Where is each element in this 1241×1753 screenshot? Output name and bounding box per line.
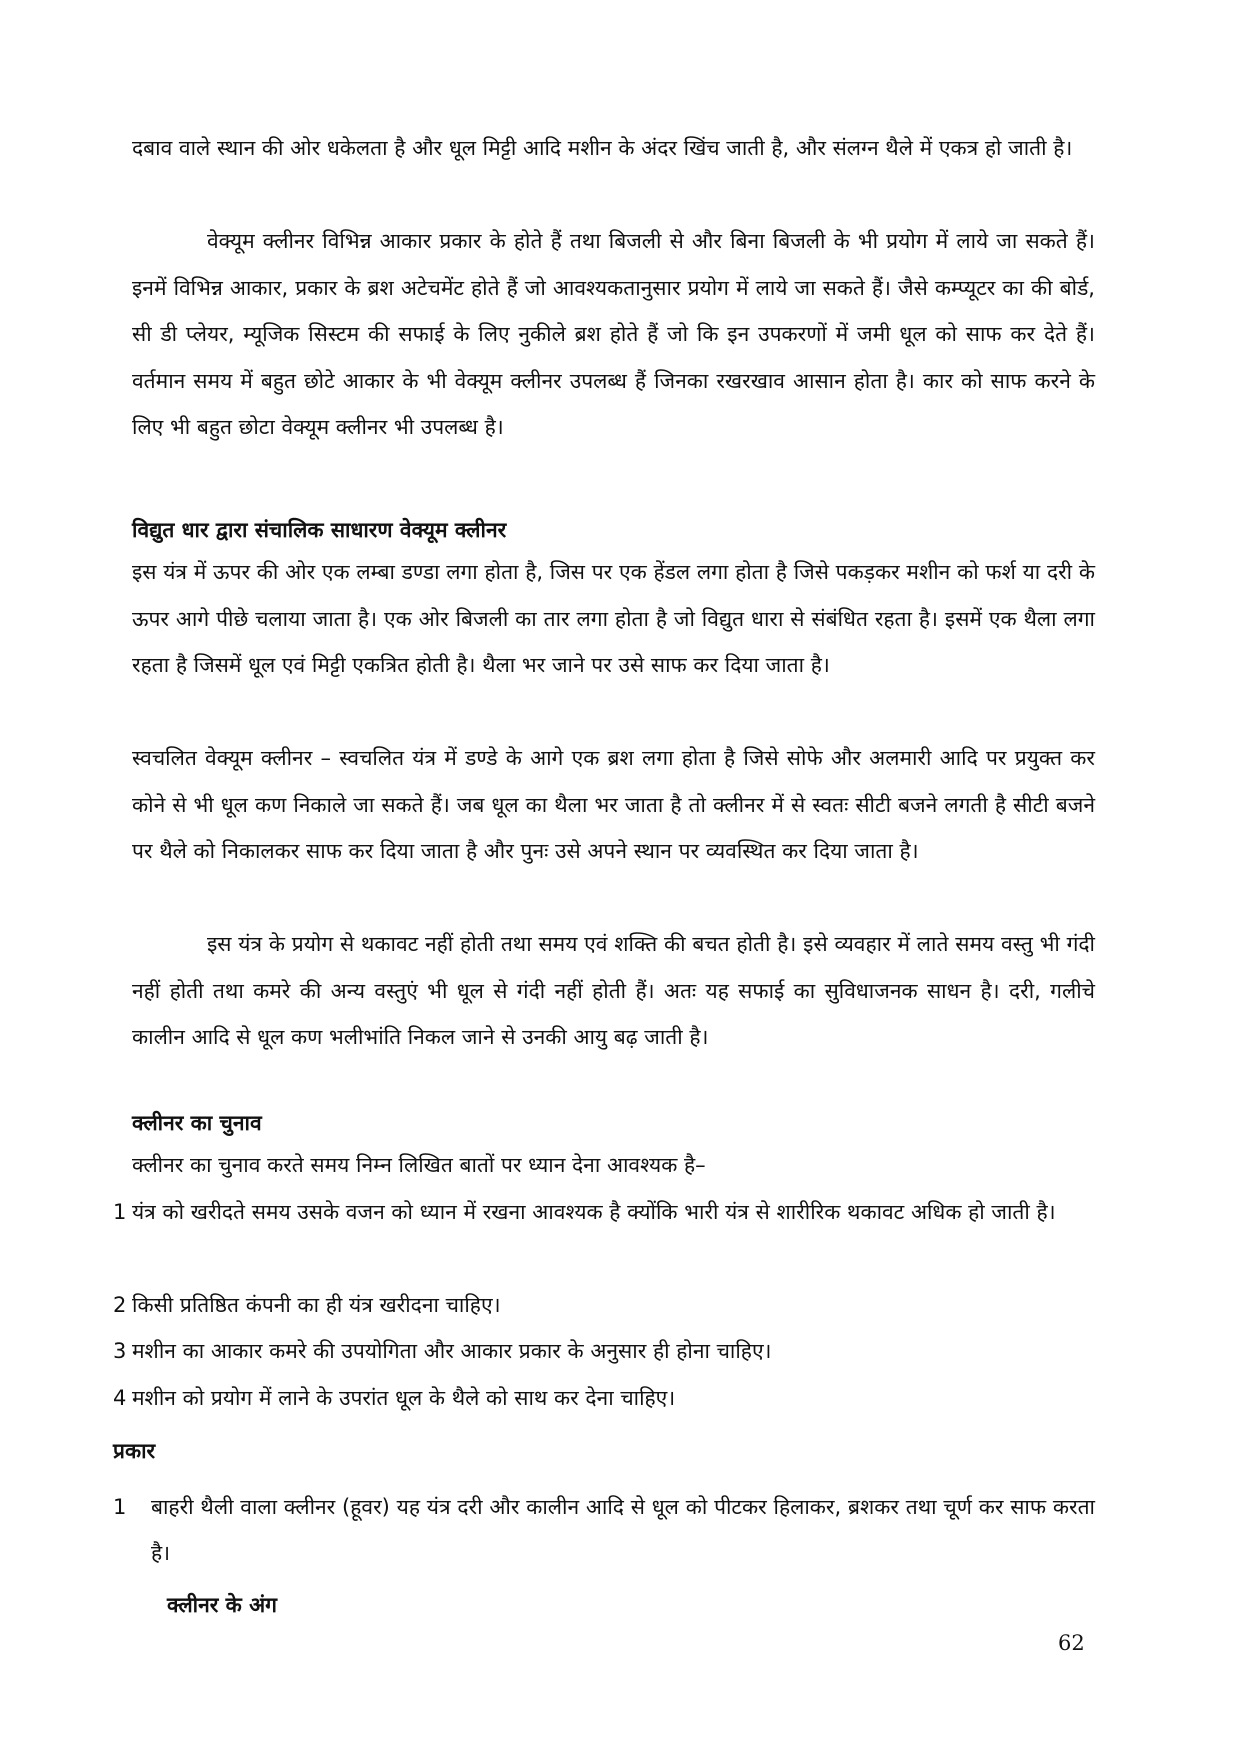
- list-item-number: 3: [113, 1339, 127, 1363]
- types-item-number: 1: [113, 1495, 127, 1519]
- types-list-item: [113, 1484, 1095, 1576]
- page-number: 62: [1058, 1631, 1085, 1655]
- list-item-text: मशीन को प्रयोग में लाने के उपरांत धूल के थैले को साथ कर देना चाहिए।: [132, 1386, 676, 1410]
- paragraph-5: इस यंत्र के प्रयोग से थकावट नहीं होती तथा समय एवं शक्ति की बचत होती है। इसे व्यवहार में लाते समय वस्तु भी गंदी नहीं होती तथा कमरे की अन्य वस्तुएं भी धूल से गंदी नहीं होती हैं। अतः यह सफाई का सुविधाजनक साधन है। दरी, गलीचे कालीन आदि से धूल कण भलीभांति निकल जाने से उनकी आयु बढ़ जाती है।: [132, 932, 1095, 1049]
- paragraph-1: दबाव वाले स्थान की ओर धकेलता है और धूल मिट्टी आदि मशीन के अंदर खिंच जाती है, और संलग्न थैले में एकत्र हो जाती है।: [132, 136, 1073, 160]
- paragraph-3: इस यंत्र में ऊपर की ओर एक लम्बा डण्डा लगा होता है, जिस पर एक हेंडल लगा होता है जिसे पकड़कर मशीन को फर्श या दरी के ऊपर आगे पीछे चलाया जाता है। एक ओर बिजली का तार लगा होता है जो विद्युत धारा से संबंधित रहता है। इसमें एक थैला लगा रहता है जिसमें धूल एवं मिट्टी एकत्रित होती है। थैला भर जाने पर उसे साफ कर दिया जाता है।: [132, 560, 1095, 677]
- types-item-text: बाहरी थैली वाला क्लीनर (हूवर) यह यंत्र दरी और कालीन आदि से धूल को पीटकर हिलाकर, ब्रशकर तथा चूर्ण कर साफ करता है।: [151, 1495, 1095, 1565]
- heading-simple-vacuum-cleaner: विद्युत धार द्वारा संचालिक साधारण वेक्यूम क्लीनर: [132, 518, 507, 542]
- paragraph-4: स्वचलित वेक्यूम क्लीनर – स्वचलित यंत्र में डण्डे के आगे एक ब्रश लगा होता है जिसे सोफे और अलमारी आदि पर प्रयुक्त कर कोने से भी धूल कण निकाले जा सकते हैं। जब धूल का थैला भर जाता है तो क्लीनर में से स्वतः सीटी बजने लगती है सीटी बजने पर थैले को निकालकर साफ कर दिया जाता है और पुनः उसे अपने स्थान पर व्यवस्थित कर दिया जाता है।: [132, 746, 1095, 863]
- list-item: [113, 1189, 1095, 1281]
- list-item-text: यंत्र को खरीदते समय उसके वजन को ध्यान में रखना आवश्यक है क्योंकि भारी यंत्र से शारीरिक थकावट अधिक हो जाती है।: [132, 1200, 1056, 1224]
- heading-cleaner-parts: क्लीनर के अंग: [167, 1593, 277, 1617]
- list-item-text: मशीन का आकार कमरे की उपयोगिता और आकार प्रकार के अनुसार ही होना चाहिए।: [132, 1339, 772, 1363]
- selection-intro: क्लीनर का चुनाव करते समय निम्न लिखित बातों पर ध्यान देना आवश्यक है–: [132, 1153, 706, 1177]
- heading-cleaner-selection: क्लीनर का चुनाव: [132, 1111, 262, 1135]
- list-item-number: 1: [113, 1200, 127, 1224]
- list-item-number: 4: [113, 1386, 127, 1410]
- paragraph-2: वेक्यूम क्लीनर विभिन्न आकार प्रकार के होते हैं तथा बिजली से और बिना बिजली के भी प्रयोग में लाये जा सकते हैं। इनमें विभिन्न आकार, प्रकार के ब्रश अटेचमेंट होते हैं जो आवश्यकतानुसार प्रयोग में लाये जा सकते हैं। जैसे कम्प्यूटर का की बोर्ड, सी डी प्लेयर, म्यूजिक सिस्टम की सफाई के लिए नुकीले ब्रश होते हैं जो कि इन उपकरणों में जमी धूल को साफ कर देते हैं। वर्तमान समय में बहुत छोटे आकार के भी वेक्यूम क्लीनर उपलब्ध हैं जिनका रखरखाव आसान होता है। कार को साफ करने के लिए भी बहुत छोटा वेक्यूम क्लीनर भी उपलब्ध है।: [132, 229, 1095, 439]
- list-item-text: किसी प्रतिष्ठित कंपनी का ही यंत्र खरीदना चाहिए।: [132, 1293, 501, 1317]
- list-item-number: 2: [113, 1293, 127, 1317]
- heading-types: प्रकार: [113, 1439, 156, 1463]
